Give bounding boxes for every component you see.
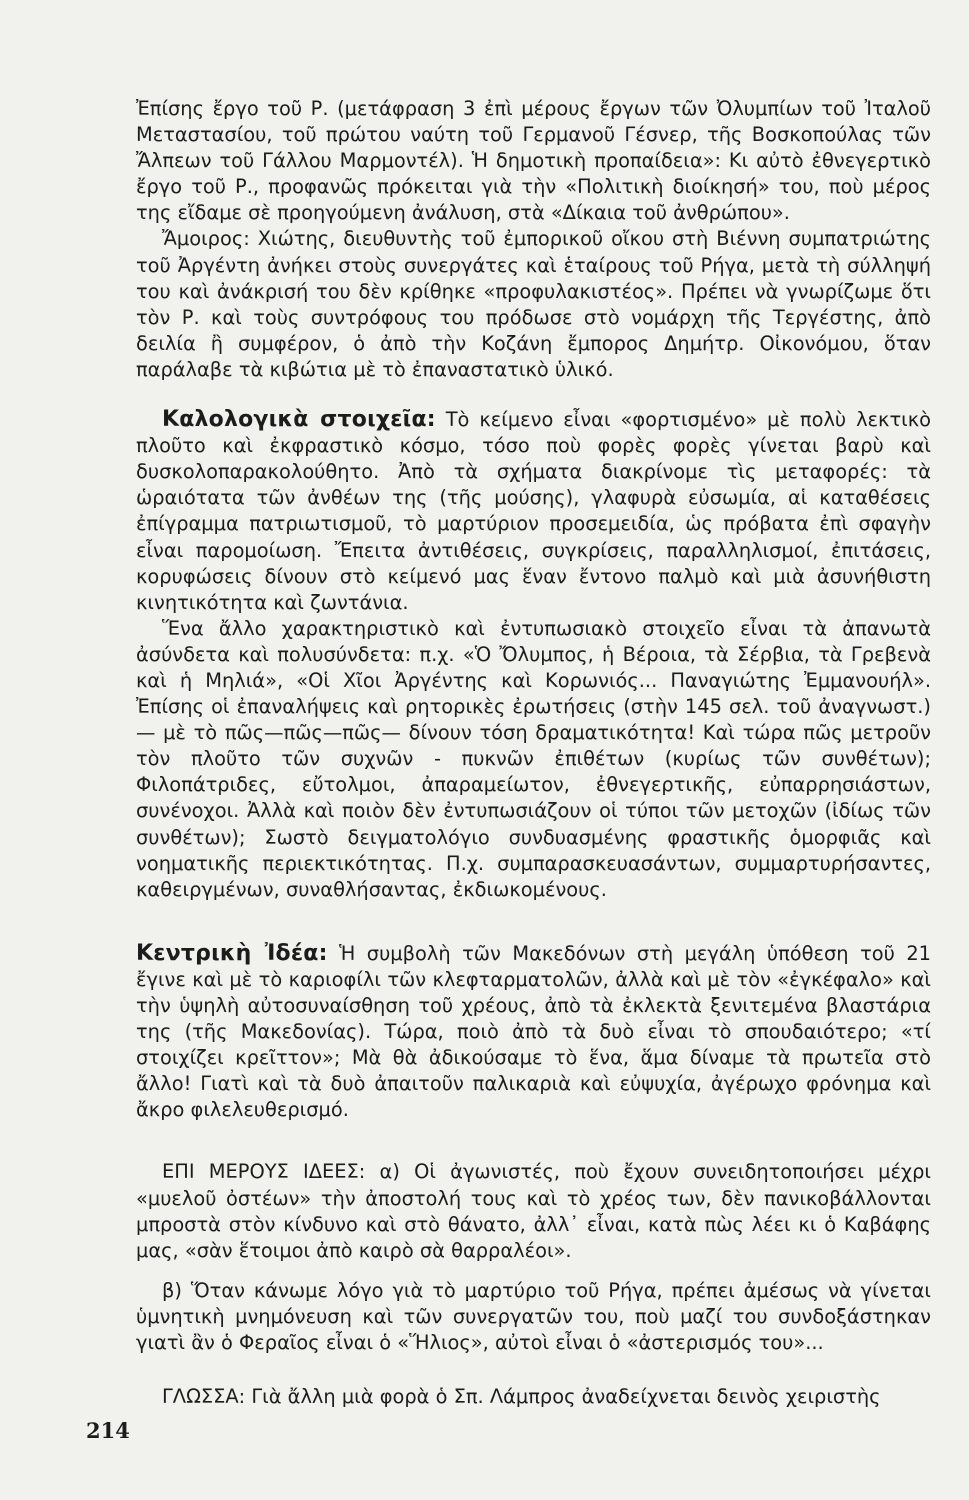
- paragraph-amoiros: Ἄμοιρος: Χιώτης, διευθυντὴς τοῦ ἐμπορικοῦ οἴκου στὴ Βιέννη συμπατριώτης τοῦ Ἀργέντη ἀνήκει στοὺς συνεργάτες καὶ ἑταίρους τοῦ Ρήγα, μετὰ τὴ σύλληψή του καὶ ἀνάκρισή του δὲν κρίθηκε «προφυλακιστέος». Πρέπει νὰ γνωρίζωμε ὅτι τὸν Ρ. καὶ τοὺς συντρόφους του πρόδωσε στὸ νομάρχη τῆς Τεργέστης, ἀπὸ δειλία ἢ συμφέρον, ὁ ἀπὸ τὴν Κοζάνη ἔμπορος Δημήτρ. Οἰκονόμου, ὅταν παράλαβε τὰ κιβώτια μὲ τὸ ἐπαναστατικὸ ὑλικό.: [136, 227, 931, 381]
- paragraph-central-idea-body: Ἡ συμβολὴ τῶν Μακεδόνων στὴ μεγάλη ὑπόθεση τοῦ 21 ἔγινε καὶ μὲ τὸ καριοφίλι τῶν κλεφταρματολῶν, ἀλλὰ καὶ μὲ τὸν «ἐγκέφαλο» καὶ τὴν ὑψηλὴ αὐτοσυναίσθηση τοῦ χρέους, ἀπὸ τὰ ἐκλεκτὰ ξενιτεμένα βλαστάρια της (τῆς Μακεδονίας). Τώρα, ποιὸ ἀπὸ τὰ δυὸ εἶναι τὸ σπουδαιότερο; «τί στοιχίζει κρεῖττον»; Μὰ θὰ ἀδικούσαμε τὸ ἕνα, ἅμα δίναμε τὰ πρωτεῖα στὸ ἄλλο! Γιατὶ καὶ τὰ δυὸ ἀπαιτοῦν παλικαριὰ καὶ εὐψυχία, ἀγέρωχο φρόνημα καὶ ἄκρο φιλελευθερισμό.: [136, 941, 931, 1122]
- paragraph-style-features: Ἕνα ἄλλο χαρακτηριστικὸ καὶ ἐντυπωσιακὸ στοιχεῖο εἶναι τὰ ἀπανωτὰ ἀσύνδετα καὶ πολυσύνδετα: π.χ. «Ὁ Ὄλυμπος, ἡ Βέροια, τὰ Σέρβια, τὰ Γρεβενὰ καὶ ἡ Μηλιά», «Οἱ Χῖοι Ἀργέντης καὶ Κορωνιός... Παναγιώτης Ἐμμανουήλ». Ἐπίσης οἱ ἐπαναλήψεις καὶ ρητορικὲς ἐρωτήσεις (στὴν 145 σελ. τοῦ ἀναγνωστ.) — μὲ τὸ πῶς—πῶς—πῶς— δίνουν τόση δραματικότητα! Καὶ τώρα πῶς μετροῦν τὸν πλοῦτο τῶν συχνῶν - πυκνῶν ἐπιθέτων (κυρίως τῶν συνθέτων); Φιλοπάτριδες, εὔτολμοι, ἀπαραμείωτον, ἐθνεγερτικῆς, εὐπαρρησιάστων, συνένοχοι. Ἀλλὰ καὶ ποιὸν δὲν ἐντυπωσιάζουν οἱ τύποι τῶν μετοχῶν (ἰδίως τῶν συνθέτων); Σωστὸ δειγματολόγιο συνδυασμένης φραστικῆς ὁμορφιᾶς καὶ νοηματικῆς περιεκτικότητας. Π.χ. συμπαρασκευασάντων, συμμαρτυρήσαντες, καθειργμένων, συναθλήσαντας, ἐκδιωκομένους.: [136, 616, 931, 901]
- section-heading-central-idea: Κεντρικὴ Ἰδέα:: [136, 940, 328, 966]
- paragraph-partial-ideas-a: ΕΠΙ ΜΕΡΟΥΣ ΙΔΕΕΣ: α) Οἱ ἀγωνιστές, ποὺ ἔχουν συνειδητοποιήσει μέχρι «μυελοῦ ὀστέων» τὴν ἀποστολή τους καὶ τὸ χρέος των, δὲν πανικοβάλλονται μπροστὰ στὸν κίνδυνο καὶ στὸ θάνατο, ἀλλ᾽ εἶναι, κατὰ πὼς λέει κι ὁ Καβάφης μας, «σὰν ἕτοιμοι ἀπὸ καιρὸ σὰ θαρραλέοι».: [136, 1160, 931, 1262]
- paragraph-works: Ἐπίσης ἔργο τοῦ Ρ. (μετάφραση 3 ἐπὶ μέρους ἔργων τῶν Ὀλυμπίων τοῦ Ἰταλοῦ Μεταστασίου, τοῦ πρώτου ναύτη τοῦ Γερμανοῦ Γέσνερ, τῆς Βοσκοπούλας τῶν Ἄλπεων τοῦ Γάλλου Μαρμοντέλ). Ἡ δημοτικὴ προπαίδεια»: Κι αὐτὸ ἐθνεγερτικὸ ἔργο τοῦ Ρ., προφανῶς πρόκειται γιὰ τὴν «Πολιτικὴ διοίκησή» του, ποὺ μέρος της εἴδαμε σὲ προηγούμενη ἀνάλυση, στὰ «Δίκαια τοῦ ἀνθρώπου».: [136, 97, 931, 225]
- paragraph-central-idea: [136, 941, 931, 1124]
- paragraph-partial-ideas-b: β) Ὅταν κάνωμε λόγο γιὰ τὸ μαρτύριο τοῦ Ρήγα, πρέπει ἀμέσως νὰ γίνεται ὑμνητικὴ μνημόνευση καὶ τῶν συνεργατῶν του, ποὺ μαζί του συνδοξάστηκαν γιατὶ ἂν ὁ Φεραῖος εἶναι ὁ «Ἥλιος», αὐτοὶ εἶναι ὁ «ἀστερισμός του»...: [136, 1278, 931, 1355]
- page-number: 214: [86, 1418, 130, 1443]
- paragraph-language: ΓΛΩΣΣΑ: Γιὰ ἄλλη μιὰ φορὰ ὁ Σπ. Λάμπρος ἀναδείχνεται δεινὸς χειριστὴς: [162, 1385, 881, 1409]
- paragraph-kalologika: [136, 407, 931, 616]
- section-heading-kalologika: Καλολογικὰ στοιχεῖα:: [162, 407, 436, 433]
- paragraph-kalologika-body: Τὸ κείμενο εἶναι «φορτισμένο» μὲ πολὺ λεκτικὸ πλοῦτο καὶ ἐκφραστικὸ κόσμο, τόσο ποὺ φορὲς φορὲς γίνεται βαρὺ καὶ δυσκολοπαρακολούθητο. Ἀπὸ τὰ σχήματα διακρίνομε τὶς μεταφορές: τὰ ὡραιότατα τῶν ἀνθέων της (τῆς μούσης), γλαφυρὰ εὐσωμία, αἱ καταθέσεις ἐπίγραμμα πατριωτισμοῦ, τὸ μαρτύριον προσεμειδία, ὡς πρόβατα ἐπὶ σφαγὴν εἶναι παρομοίωση. Ἔπειτα ἀντιθέσεις, συγκρίσεις, παραλληλισμοί, ἐπιτάσεις, κορυφώσεις δίνουν στὸ κείμενό μας ἕναν ἔντονο παλμὸ καὶ μιὰ ἀσυνήθιστη κινητικότητα καὶ ζωντάνια.: [136, 408, 931, 614]
